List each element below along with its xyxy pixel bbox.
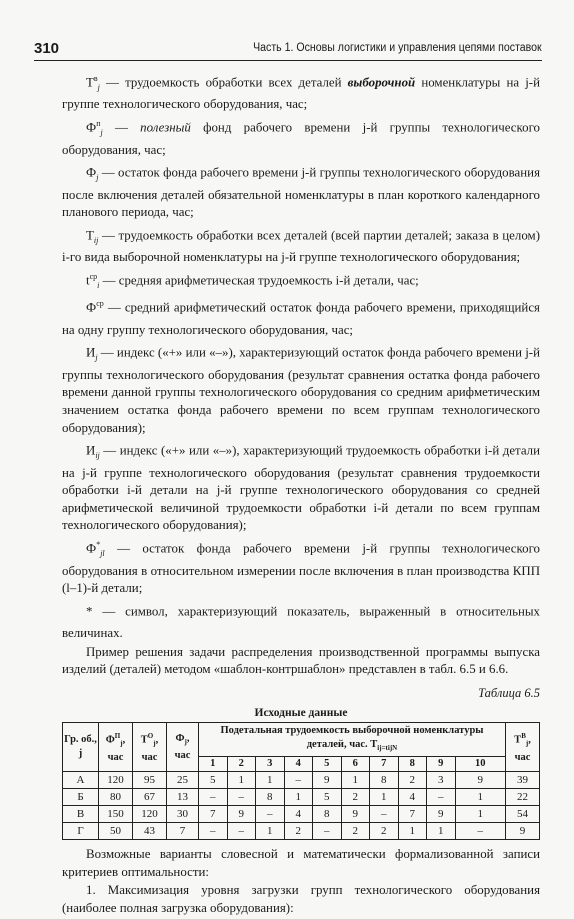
table-cell: 9 [427,806,456,823]
table-cell: 1 [227,772,256,789]
table-cell: – [227,823,256,840]
table-cell: 1 [256,823,285,840]
table-cell: – [199,789,228,806]
table-row [63,772,540,789]
header-group: Гр. об., j [63,723,99,772]
table-cell: 9 [227,806,256,823]
table-cell: 7 [398,806,427,823]
header-tb: $Т^В_j$, час [506,723,540,772]
header-fj: $Ф_j$, час [167,723,199,772]
table-cell: 150 [99,806,133,823]
table-cell: 2 [341,823,370,840]
table-cell: 43 [133,823,167,840]
detail-col-header: 2 [227,757,256,772]
table-cell: 1 [256,772,285,789]
table-cell: 2 [341,789,370,806]
table-cell: 9 [313,772,342,789]
table-cell: 3 [427,772,456,789]
detail-col-header: 10 [455,757,506,772]
header-t0: $Т^О_j$, час [133,723,167,772]
table-cell: 8 [370,772,399,789]
running-head: Часть 1. Основы логистики и управления цепями поставок [253,42,542,54]
table-cell: – [199,823,228,840]
definition-paragraph: $Т^в_j$ — трудоемкость обработки всех деталей выборочной номенклатуры на j-й группе технологического оборудования, час; [62,74,540,112]
definition-paragraph: $Т_{ij}$ — трудоемкость обработки всех деталей (всей партии деталей; заказа в целом) i-го вида выборочной номенклатуры на j-й группе технологического оборудования; [62,228,540,265]
table-cell: 9 [455,772,506,789]
definition-paragraph: $Ф^{ср}$ — средний арифметический остаток фонда рабочего времени, приходящийся на одну группу технологического оборудования, час; [62,299,540,337]
table-cell: – [284,772,313,789]
definition-paragraph: * — символ, характеризующий показатель, выраженный в относительных величинах. [62,604,540,641]
table-cell: 1 [341,772,370,789]
table-cell: 7 [199,806,228,823]
table-row [63,806,540,823]
detail-col-header: 7 [370,757,399,772]
table-cell: 4 [284,806,313,823]
definition-paragraph: $И_{ij}$ — индекс («+» или «–»), характеризующий трудоемкость обработки i-й детали на j-й группе технологического оборудования (результат сравнения трудоемкости обработки i-й детали на j-й группе технологического оборудования со средней арифметической величиной трудоемкости обработки i-й детали по всем группам технологического оборудования); [62,443,540,533]
table-cell: 9 [341,806,370,823]
table-cell: Г [63,823,99,840]
table-cell: – [427,789,456,806]
table-cell: 8 [256,789,285,806]
table-row [63,789,540,806]
table-cell: 7 [167,823,199,840]
table-cell: 2 [398,772,427,789]
table-cell: 2 [370,823,399,840]
table-cell: 5 [313,789,342,806]
table-cell: А [63,772,99,789]
definition-paragraph: $t^{ср}_i$ — средняя арифметическая трудоемкость i-й детали, час; [86,271,419,290]
table-cell: – [313,823,342,840]
table-header-row [63,723,540,757]
table-cell: – [370,806,399,823]
table-cell: 1 [284,789,313,806]
page-number: 310 [34,40,60,57]
source-data-table [62,722,540,840]
example-paragraph: Пример решения задачи распределения производственной программы выпуска изделий (деталей) методом «шаблон-контршаблон» представлен в табл. 6.5 и 6.6. [62,644,540,677]
table-cell: 120 [99,772,133,789]
table-cell: 80 [99,789,133,806]
table-cell: 5 [199,772,228,789]
definition-paragraph: $И_j$ — индекс («+» или «–»), характеризующий остаток фонда рабочего времени j-й группы технологического оборудования (результат сравнения остатка фонда рабочего времени данной группы технологического оборудования со средним арифметическим значением остатка фонда рабочего времени по всем группам технологического оборудования); [62,345,540,435]
detail-col-header: 8 [398,757,427,772]
table-cell: 2 [284,823,313,840]
table-body [63,772,540,840]
detail-col-header: 3 [256,757,285,772]
table-cell: 13 [167,789,199,806]
table-cell: 25 [167,772,199,789]
after-table-paragraph-2: 1. Максимизация уровня загрузки групп технологического оборудования (наиболее полная загрузка оборудования): [62,883,540,916]
definition-paragraph: $Ф^п_j$ — полезный фонд рабочего времени j-й группы технологического оборудования, час; [62,119,540,157]
table-cell: 1 [455,806,506,823]
table-cell: В [63,806,99,823]
after-table-paragraph-1: Возможные варианты словесной и математически формализованной записи критериев оптимальности: [62,847,540,879]
table-cell: 1 [455,789,506,806]
header-fp: $Ф^П_j$, час [99,723,133,772]
table-cell: 30 [167,806,199,823]
detail-col-header: 1 [199,757,228,772]
table-cell: 39 [506,772,540,789]
table-cell: 1 [427,823,456,840]
header-detail-group: Подетальная трудоемкость выборочной номенклатуры деталей, час. $Т_{ij=tijN}$ [199,723,506,757]
table-cell: 67 [133,789,167,806]
definition-paragraph: $Ф_j$ — остаток фонда рабочего времени j-й группы технологического оборудования после включения деталей обязательной номенклатуры в план короткого календарного планового периода, час; [62,165,540,220]
detail-col-header: 4 [284,757,313,772]
page-header [34,42,542,61]
table-cell: 22 [506,789,540,806]
table-cell: Б [63,789,99,806]
table-title: Исходные данные [254,706,348,719]
table-cell: – [256,806,285,823]
table-cell: 1 [370,789,399,806]
table-cell: 95 [133,772,167,789]
table-cell: 1 [398,823,427,840]
table-cell: 120 [133,806,167,823]
table-row [63,823,540,840]
table-cell: – [455,823,506,840]
detail-col-header: 5 [313,757,342,772]
detail-col-header: 6 [341,757,370,772]
detail-col-header: 9 [427,757,456,772]
table-caption: Таблица 6.5 [478,685,540,700]
table-cell: 9 [506,823,540,840]
page-body [62,70,540,919]
table-cell: 54 [506,806,540,823]
table-cell: 50 [99,823,133,840]
definition-paragraph: $Ф^*_{jl}$ — остаток фонда рабочего времени j-й группы технологического оборудования в относительном измерении после включения в план производства КПП (l–1)-й детали; [62,540,540,596]
table-cell: 8 [313,806,342,823]
definitions-list [62,70,540,643]
table-cell: – [227,789,256,806]
table-cell: 4 [398,789,427,806]
